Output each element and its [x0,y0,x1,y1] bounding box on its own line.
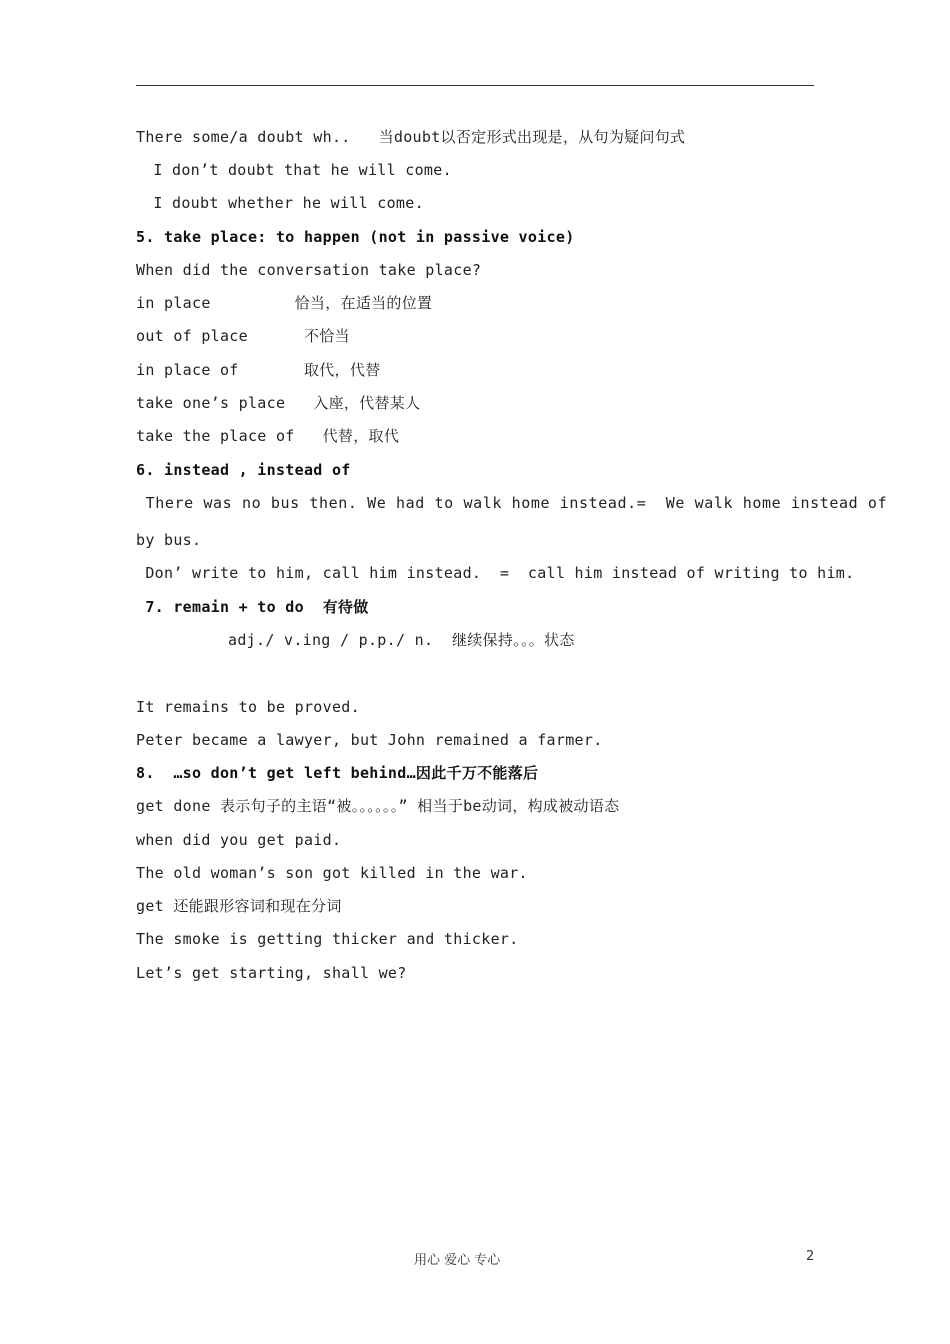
text-line: adj./ v.ing / p.p./ n. 继续保持。。。状态 [228,631,575,649]
text-line: get done 表示句子的主语“被。。。。。。” 相当于be动词，构成被动语态 [136,797,620,815]
text-line: It remains to be proved. [136,698,360,716]
section-heading: 8. …so don’t get left behind…因此千万不能落后 [136,764,539,782]
text-line: I don’t doubt that he will come. [144,161,452,179]
section-heading: 5. take place: to happen (not in passive voice) [136,228,575,246]
section-heading: 6. instead , instead of [136,461,351,479]
text-line: take the place of 代替，取代 [136,427,400,445]
text-line: Don’ write to him, call him instead. = call him instead of writing to him. [136,564,855,582]
text-line: take one’s place 入座，代替某人 [136,394,421,412]
text-line: I doubt whether he will come. [144,194,424,212]
text-line: The smoke is getting thicker and thicker. [136,930,519,948]
footer-text: 用心 爱心 专心 [414,1253,501,1268]
header-rule [136,85,814,86]
text-line: There was no bus then. We had to walk home instead.= We walk home instead of [136,494,888,512]
text-line: in place of 取代，代替 [136,361,381,379]
text-line: in place 恰当，在适当的位置 [136,294,433,312]
text-line: when did you get paid. [136,831,342,849]
text-line: Peter became a lawyer, but John remained a farmer. [136,731,603,749]
text-line: by bus. [136,531,202,549]
text-line: The old woman’s son got killed in the war. [136,864,528,882]
text-line: When did the conversation take place? [136,261,482,279]
section-heading: 7. remain + to do 有待做 [136,598,369,616]
page-number: 2 [806,1249,815,1264]
text-line: get 还能跟形容词和现在分词 [136,897,342,915]
text-line: Let’s get starting, shall we? [136,964,407,982]
text-line: There some/a doubt wh.. 当doubt以否定形式出现是，从句为疑问句式 [136,128,686,146]
text-line: out of place 不恰当 [136,327,350,345]
